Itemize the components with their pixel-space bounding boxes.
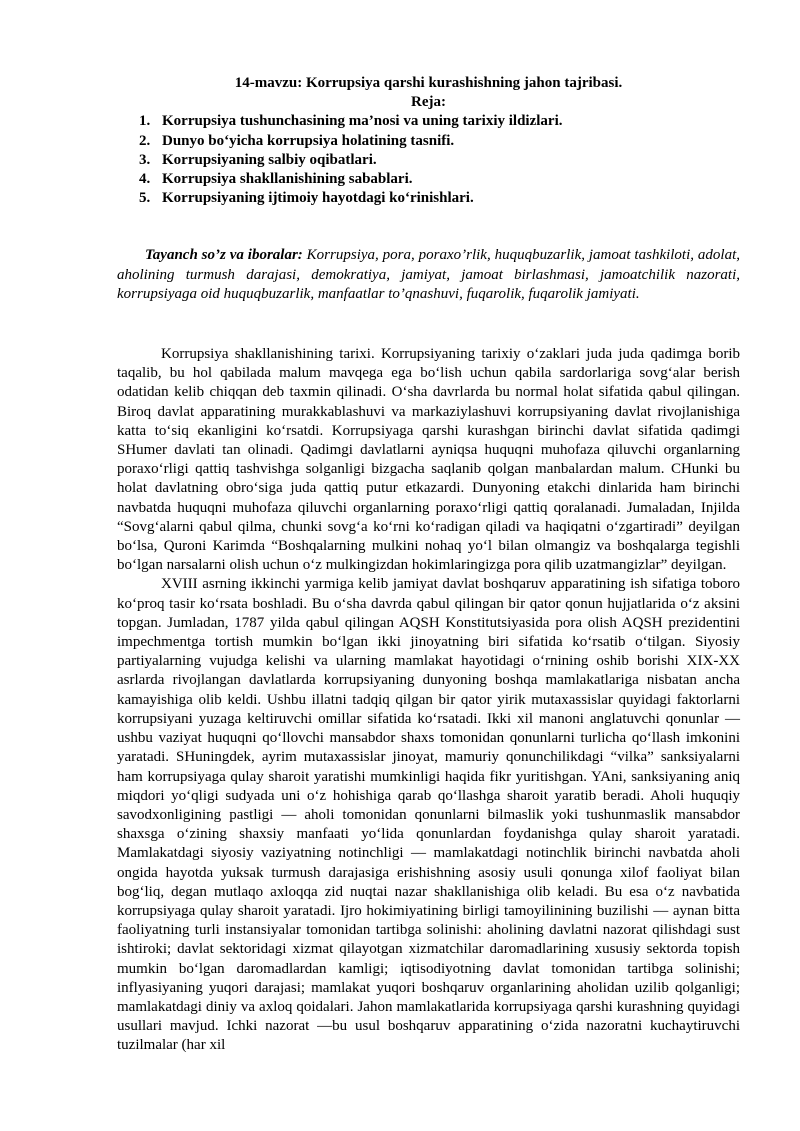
- plan-item: [117, 189, 740, 208]
- plan-item-number: 5.: [139, 190, 151, 207]
- plan-item: [117, 170, 740, 189]
- plan-item-number: 3.: [139, 151, 151, 168]
- plan-item-number: 1.: [139, 113, 151, 130]
- plan-list: [117, 112, 740, 208]
- keywords-label: Tayanch so’z va iboralar:: [145, 247, 303, 264]
- keywords-text: Korrupsiya, pora, poraxo’rlik, huquqbuzarlik, jamoat tashkiloti, adolat, aholining turmush darajasi, demokratiya, jamiyat, jamoat birlashmasi, jamoatchilik nazorati, korrupsiyaga oid huquqbuzarlik, manfaatlar to’qnashuvi, fuqarolik, fuqarolik jamiyati.: [117, 247, 740, 302]
- plan-item-text: Korrupsiya shakllanishining sabablari.: [162, 171, 413, 188]
- plan-item: [117, 151, 740, 170]
- body-paragraph: XVIII asrning ikkinchi yarmiga kelib jamiyat davlat boshqaruv apparatining ish sifatiga toboro ko‘proq tasir ko‘rsata boshladi. Bu o‘sha davrda qabul qilingan bir qator qonun hujjatlarida o‘z aksini topgan. Jumladan, 1787 yilda qabul qilingan AQSH Konstitutsiyasida pora olish AQSH prezidentini impechmentga tortish mumkin bo‘lgan ikki jinoyatning biri sifatida ko‘rsatib o‘tilgan. Siyosiy partiyalarning vujudga kelishi va ularning mamlakat hayotidagi o‘rnining oshib borishi XIX-XX asrlarda rivojlangan davlatlarda korrupsiyaning dunyoning boshqa mamlakatlariga nisbatan ancha kamayishiga olib keldi. Ushbu illatni tadqiq qilgan bir qator yirik mutaxassislar quyidagi faktorlarni korrupsiyani yuzaga keltiruvchi omillar sifatida ko‘rsatadi. Ikki xil manoni anglatuvchi qonunlar — ushbu vaziyat huquqni qo‘llovchi mansabdor shaxs tomonidan qonunlarni turlicha qo‘llash imkonini yaratadi. SHuningdek, ayrim mutaxassislar jinoyat, mamuriy qonunchilikdagi “vilka” sanksiyalarni ham korrupsiyaga qulay sharoit yaratishi mumkinligi haqida fikr yuritishgan. YAni, sanksiyaning aniq miqdori yo‘qligi sudyada uni o‘z hohishiga qarab qo‘llashga sharoit yaratib beradi. Aholi huquqiy savodxonligining pastligi — aholi tomonidan qonunlarni bilmaslik yoki tushunmaslik mansabdor shaxsga o‘zining shaxsiy manfaati yo‘lida qonunlardan foydanishga qulay sharoit yaratadi. Mamlakatdagi siyosiy vaziyatning notinchligi — mamlakatdagi notinchlik birinchi navbatda aholi ongida hayotda yuksak turmush darajasiga erishishning asosiy usuli qonunga xilof faoliyat bilan bog‘liq, degan mutlaqo axloqqa zid nuqtai nazar shakllanishiga olib keladi. Bu esa o‘z navbatida korrupsiyaga qulay sharoit yaratadi. Ijro hokimiyatining birligi tamoyilinining buzilishi — aynan bitta faoliyatning turli instansiyalar tomonidan tartibga solinishi: aholining davlatni nazorat qilishdagi sust ishtiroki; davlat sektoridagi xizmat qilayotgan xizmatchilar daromadlarining xususiy sektorda topish mumkin bo‘lgan daromadlardan kamligi; iqtisodiyotning davlat tomonidan tartibga solinishi; inflyasiyaning yuqori darajasi; mamlakat yuqori boshqaruv organlarining aholidan uzilib qolganligi; mamlakatdagi diniy va axloq qoidalari. Jahon mamlakatlarida korrupsiyaga qarshi kurashning quyidagi usullari mavjud. Ichki nazorat —bu usul boshqaruv apparatining o‘zida nazoratni kuchaytiruvchi tuzilmalar (har xil: [117, 576, 740, 1054]
- plan-item-number: 4.: [139, 171, 151, 188]
- plan-item-text: Korrupsiya tushunchasining ma’nosi va uning tarixiy ildizlari.: [162, 113, 563, 130]
- plan-heading: Reja:: [411, 94, 446, 111]
- plan-item-text: Korrupsiyaning ijtimoiy hayotdagi ko‘rinishlari.: [162, 190, 474, 207]
- plan-item: [117, 132, 740, 151]
- keywords-paragraph: [117, 246, 740, 304]
- document-title: 14-mavzu: Korrupsiya qarshi kurashishning jahon tajribasi.: [234, 75, 623, 91]
- document-page: [117, 74, 740, 1056]
- body-paragraph: Korrupsiya shakllanishining tarixi. Korrupsiyaning tarixiy o‘zaklari juda juda qadimga borib taqalib, bu hol qabilada malum mavqega ega bo‘lish uchun qabila sardorlariga sovg‘alar berish odatidan kelib chiqqan deb taxmin qilinadi. O‘sha davrlarda bu normal holat sifatida qabul qilingan. Biroq davlat apparatining murakkablashuvi va markaziylashuvi korrupsiyaning davlat rivojlanishiga katta to‘siq ekanligini ko‘rsatdi. Korrupsiyaga qarshi kurashgan birinchi davlat sifatida qadimgi SHumer davlati tan olinadi. Qadimgi davlatlarni ayniqsa huquqni muhofaza qiluvchi organlarning poraxo‘rligi qattiq tashvishga solganligi bizgacha saqlanib qolgan manbalardan malum. CHunki bu holat davlatning obro‘siga juda qattiq putur etkazardi. Dunyoning etakchi dinlarida ham birinchi navbatda huquqni muhofaza qiluvchi organlarning poraxo‘rligi qattiq qoralanadi. Jumaladan, Injilda “Sovg‘alarni qabul qilma, chunki sovg‘a ko‘rni ko‘radigan qiladi va haqiqatni o‘zgartiradi” deyilgan bo‘lsa, Quroni Karimda “Boshqalarning mulkini nohaq yo‘l bilan olmangiz va boshqalarga tegishli bo‘lgan narsalarni olish uchun o‘z mulkingizdan hokimlaringizga pora qilib uzatmangizlar” deyilgan.: [117, 346, 740, 574]
- plan-item-text: Korrupsiyaning salbiy oqibatlari.: [162, 151, 377, 168]
- plan-item-number: 2.: [139, 132, 151, 149]
- plan-item-text: Dunyo bo‘yicha korrupsiya holatining tasnifi.: [162, 132, 455, 149]
- plan-item: [117, 112, 740, 131]
- body-text: [117, 345, 740, 1056]
